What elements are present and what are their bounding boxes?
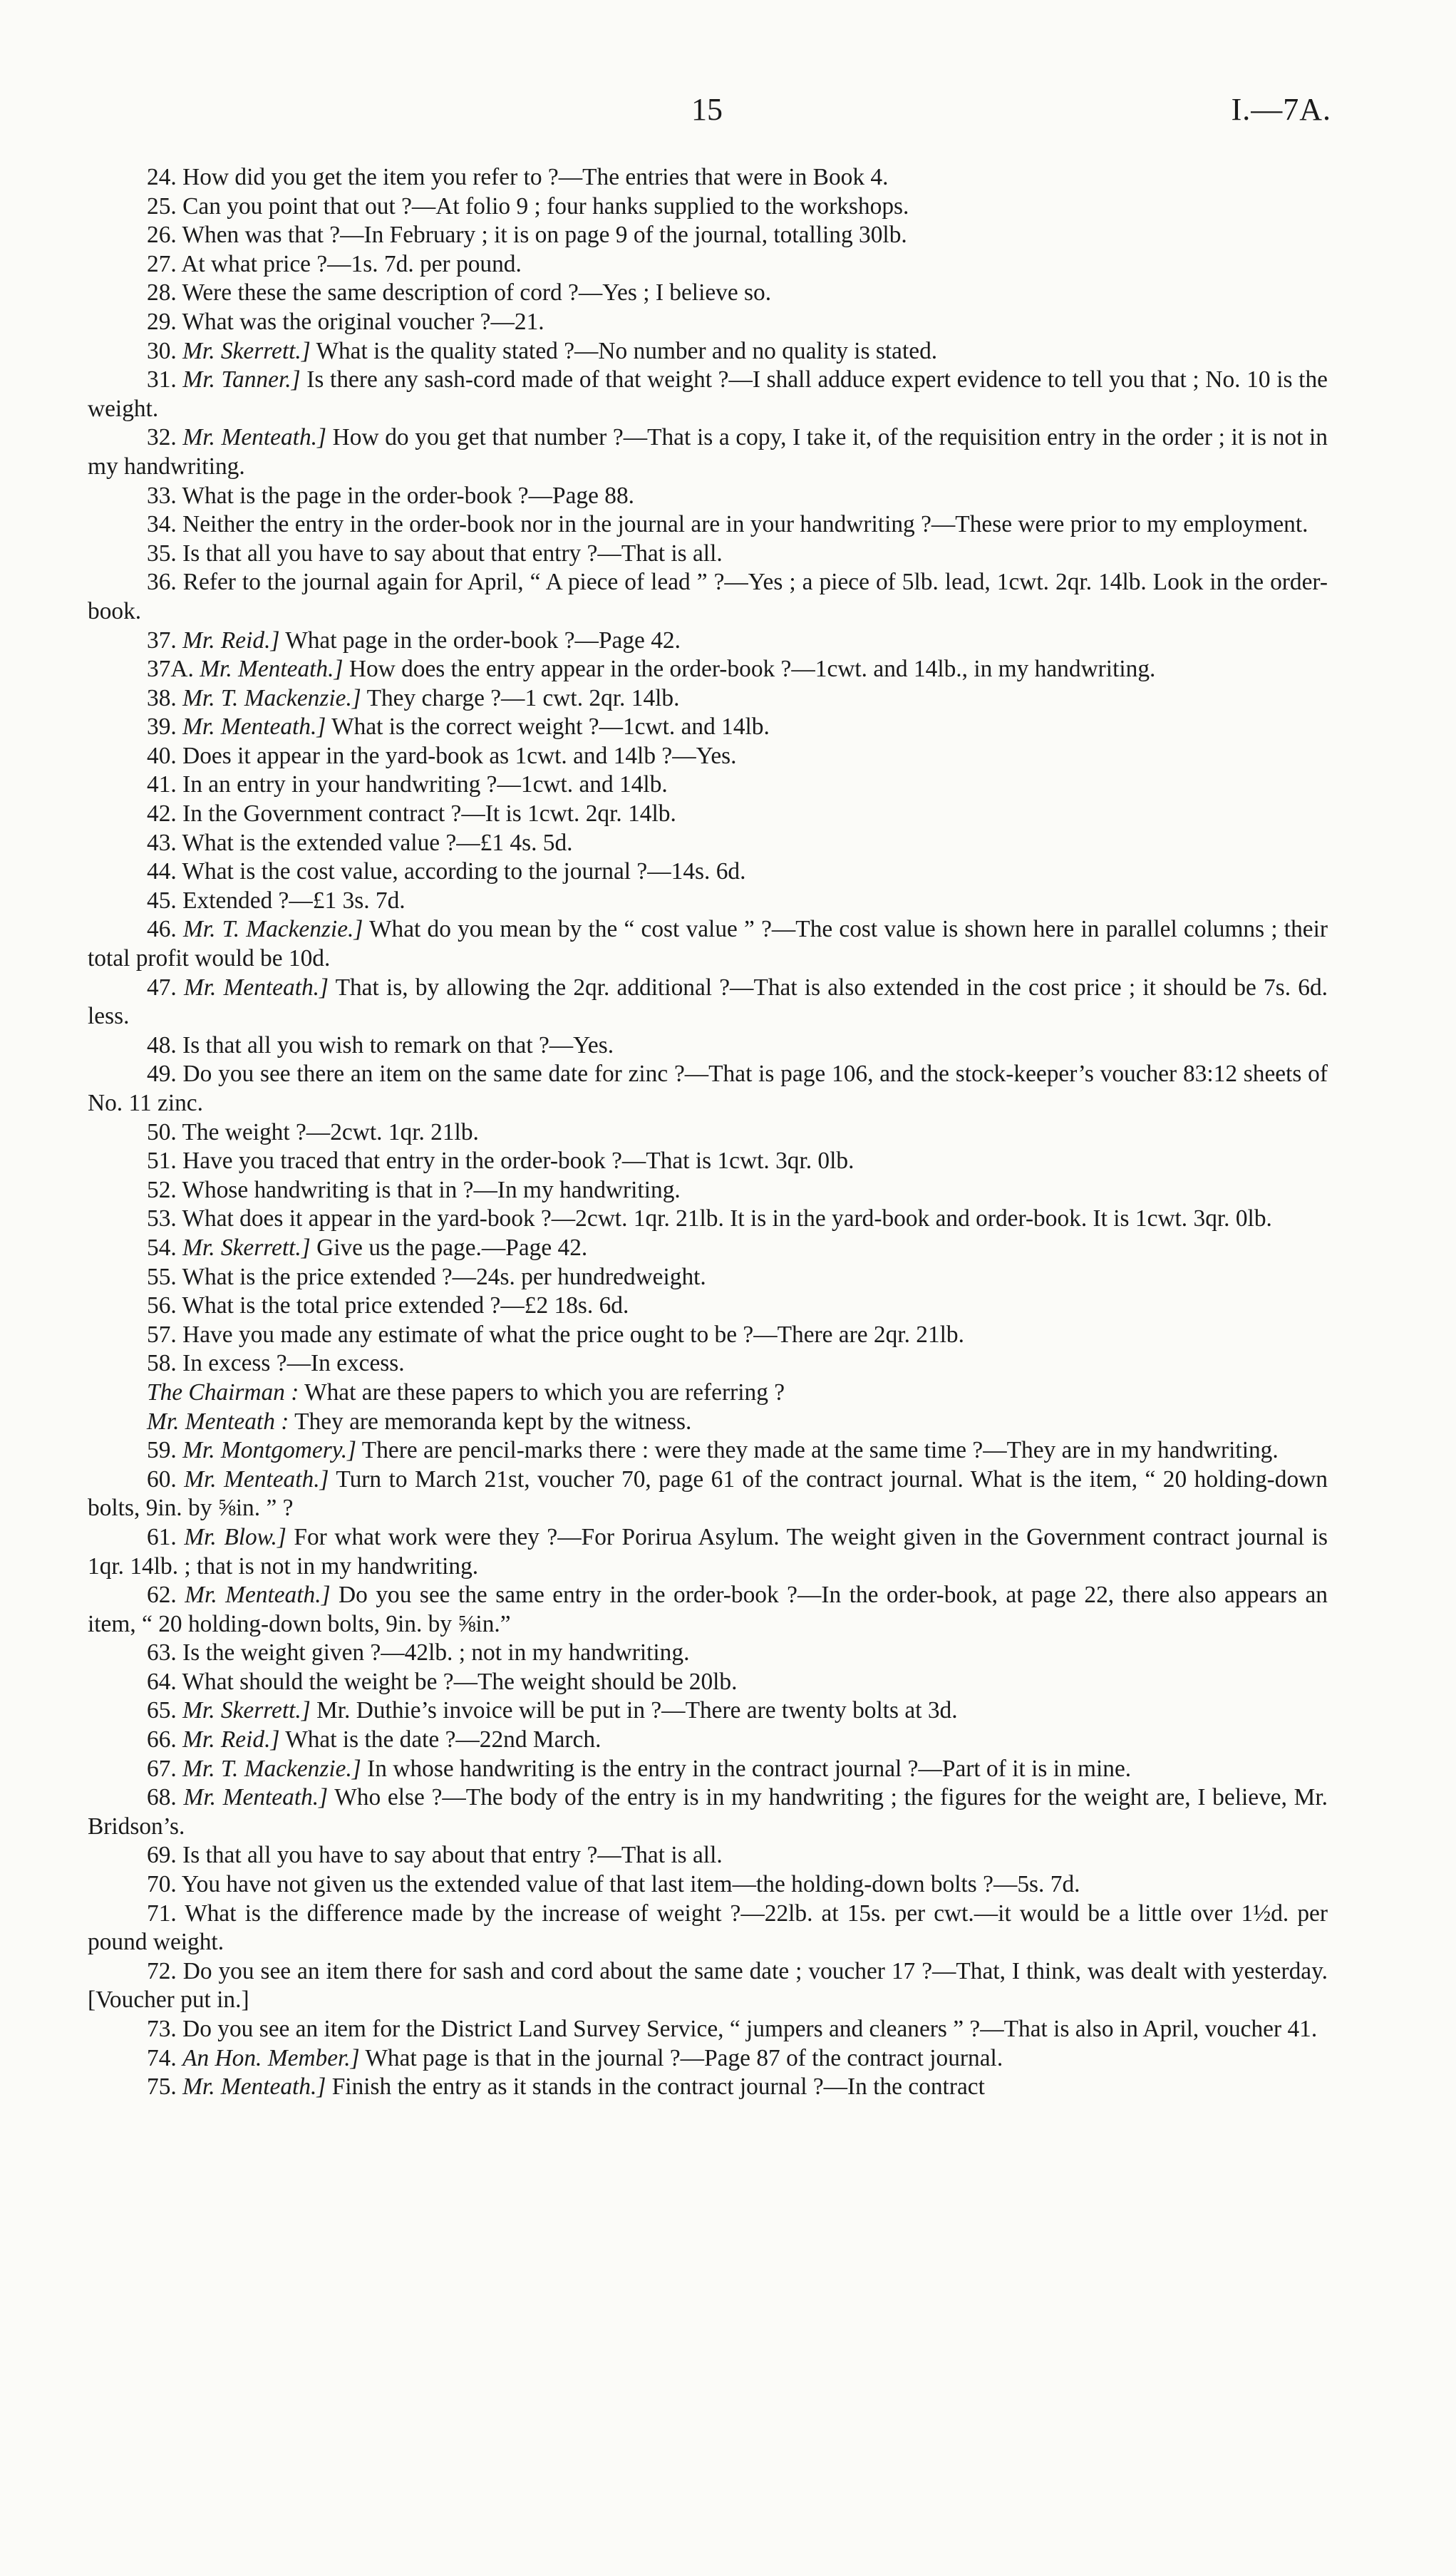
question-entry <box>88 1263 1328 1292</box>
question-entry <box>88 1176 1328 1205</box>
question-entry <box>88 1436 1328 1465</box>
entry-text: In excess ?—In excess. <box>182 1350 405 1377</box>
entry-text: What is the cost value, according to the journal ?—14s. 6d. <box>182 858 746 885</box>
entry-text: Whose handwriting is that in ?—In my handwriting. <box>182 1176 681 1203</box>
entry-text: That is, by allowing the 2qr. additional ?—That is also extended in the cost price ; it should be 7s. 6d. less. <box>88 974 1328 1030</box>
question-entry <box>88 1379 1328 1408</box>
question-number: 31. <box>147 366 177 393</box>
question-number: 53. <box>147 1205 177 1232</box>
evidence-transcript <box>88 163 1328 2102</box>
entry-text: In whose handwriting is the entry in the contract journal ?—Part of it is in mine. <box>367 1755 1132 1782</box>
question-entry <box>88 800 1328 829</box>
question-entry <box>88 1639 1328 1668</box>
entry-text: What page in the order-book ?—Page 42. <box>285 627 681 654</box>
page-number: 15 <box>691 92 723 127</box>
question-number: 32. <box>147 424 177 451</box>
question-number: 60. <box>147 1465 177 1493</box>
question-entry <box>88 2044 1328 2073</box>
question-entry <box>88 655 1328 684</box>
question-number: 28. <box>147 279 177 306</box>
entry-text: How did you get the item you refer to ?—The entries that were in Book 4. <box>182 164 889 190</box>
question-entry <box>88 1349 1328 1379</box>
question-entry <box>88 1523 1328 1581</box>
entry-text: Have you made any estimate of what the price ought to be ?—There are 2qr. 21lb. <box>182 1321 964 1348</box>
entry-text: Finish the entry as it stands in the contract journal ?—In the contract <box>331 2073 985 2101</box>
question-number: 46. <box>147 916 177 943</box>
question-entry <box>88 1755 1328 1784</box>
question-number: 56. <box>147 1292 177 1319</box>
question-entry <box>88 423 1328 481</box>
entry-text: Extended ?—£1 3s. 7d. <box>182 887 406 914</box>
entry-text: Who else ?—The body of the entry is in my handwriting ; the figures for the weight are, I believe, Mr. Bridson’s. <box>88 1784 1328 1840</box>
question-number: 29. <box>147 308 177 335</box>
question-number: 33. <box>147 482 177 509</box>
entry-text: What should the weight be ?—The weight should be 20lb. <box>182 1668 738 1695</box>
question-entry <box>88 829 1328 858</box>
entry-text: The weight ?—2cwt. 1qr. 21lb. <box>182 1118 479 1145</box>
question-entry <box>88 1465 1328 1523</box>
question-number: 66. <box>147 1726 177 1753</box>
question-number: 42. <box>147 800 177 828</box>
question-entry <box>88 192 1328 222</box>
question-entry <box>88 1234 1328 1263</box>
question-number: 37. <box>147 627 177 654</box>
entry-text: What do you mean by the “ cost value ” ?—The cost value is shown here in parallel columns ; their total profit would be 10d. <box>88 916 1328 972</box>
entry-text: Turn to March 21st, voucher 70, page 61 of the contract journal. What is the item, “ 20 holding-down bolts, 9in. by ⅝in. ” ? <box>88 1465 1328 1522</box>
question-number: 75. <box>147 2073 177 2101</box>
speaker-name: Mr. Menteath.] <box>185 1582 331 1609</box>
question-number: 43. <box>147 829 177 856</box>
question-entry <box>88 1118 1328 1148</box>
question-number: 54. <box>147 1234 177 1261</box>
entry-text: What is the total price extended ?—£2 18s. 6d. <box>182 1292 629 1319</box>
question-number: 59. <box>147 1437 177 1464</box>
question-entry <box>88 1205 1328 1234</box>
speaker-name: Mr. Menteath.] <box>182 713 326 741</box>
speaker-name: Mr. Skerrett.] <box>182 1234 311 1261</box>
speaker-name: Mr. Blow.] <box>184 1523 286 1550</box>
question-entry <box>88 713 1328 742</box>
question-number: 67. <box>147 1755 177 1782</box>
entry-text: They are memoranda kept by the witness. <box>294 1408 692 1435</box>
entry-text: What does it appear in the yard-book ?—2cwt. 1qr. 21lb. It is in the yard-book and order-book. It is 1cwt. 3qr. 0lb. <box>182 1205 1272 1232</box>
question-number: 35. <box>147 540 177 567</box>
entry-text: What is the price extended ?—24s. per hundredweight. <box>182 1263 706 1290</box>
question-entry <box>88 1726 1328 1755</box>
speaker-name: An Hon. Member.] <box>182 2044 360 2071</box>
entry-text: Do you see there an item on the same date for zinc ?—That is page 106, and the stock-keeper’s voucher 83:12 sheets of No. 11 zinc. <box>88 1061 1328 1116</box>
document-reference: I.—7A. <box>1231 92 1331 127</box>
question-entry <box>88 1696 1328 1726</box>
question-number: 34. <box>147 511 177 538</box>
entry-text: Is that all you have to say about that entry ?—That is all. <box>182 1842 723 1869</box>
entry-text: There are pencil-marks there : were they made at the same time ?—They are in my handwriting. <box>361 1437 1279 1464</box>
question-number: 65. <box>147 1697 177 1724</box>
question-entry <box>88 221 1328 250</box>
question-number: 72. <box>147 1957 177 1984</box>
entry-text: Were these the same description of cord ?—Yes ; I believe so. <box>182 279 772 306</box>
question-number: 61. <box>147 1523 177 1550</box>
question-number: 68. <box>147 1784 177 1811</box>
entry-text: Refer to the journal again for April, “ A piece of lead ” ?—Yes ; a piece of 5lb. lead, 1cwt. 2qr. 14lb. Look in the order-book. <box>88 569 1328 624</box>
question-entry <box>88 163 1328 192</box>
speaker-name: Mr. Menteath.] <box>183 974 329 1001</box>
question-entry <box>88 366 1328 423</box>
question-number: 27. <box>147 250 177 277</box>
question-number: 38. <box>147 684 177 711</box>
question-number: 24. <box>147 164 177 190</box>
question-entry <box>88 482 1328 511</box>
speaker-name: Mr. Montgomery.] <box>182 1437 357 1464</box>
question-entry <box>88 2015 1328 2044</box>
speaker-name: Mr. Skerrett.] <box>182 337 311 364</box>
entry-text: Give us the page.—Page 42. <box>316 1234 588 1261</box>
entry-text: They charge ?—1 cwt. 2qr. 14lb. <box>366 684 680 711</box>
speaker-name: Mr. Menteath.] <box>200 656 344 683</box>
entry-text: Is that all you wish to remark on that ?—Yes. <box>182 1031 614 1058</box>
question-entry <box>88 1031 1328 1061</box>
question-number: 39. <box>147 713 177 741</box>
entry-text: What is the date ?—22nd March. <box>285 1726 601 1753</box>
entry-text: For what work were they ?—For Porirua Asylum. The weight given in the Government contract journal is 1qr. 14lb. ; that is not in my handwriting. <box>88 1523 1328 1580</box>
question-number: 30. <box>147 337 177 364</box>
question-entry <box>88 337 1328 366</box>
question-entry <box>88 1668 1328 1697</box>
entry-text: Have you traced that entry in the order-book ?—That is 1cwt. 3qr. 0lb. <box>182 1148 855 1175</box>
entry-text: Do you see an item for the District Land Survey Service, “ jumpers and cleaners ” ?—That is also in April, voucher 41. <box>182 2016 1318 2042</box>
speaker-name: Mr. T. Mackenzie.] <box>182 916 363 943</box>
question-number: 40. <box>147 742 177 769</box>
question-entry <box>88 568 1328 626</box>
question-entry <box>88 510 1328 540</box>
question-entry <box>88 308 1328 337</box>
question-number: 62. <box>147 1582 177 1609</box>
question-number: 36. <box>147 569 177 596</box>
entry-text: Neither the entry in the order-book nor in the journal are in your handwriting ?—These were prior to my employment. <box>182 511 1308 538</box>
entry-text: Is there any sash-cord made of that weight ?—I shall adduce expert evidence to tell you that ; No. 10 is the weight. <box>88 366 1328 422</box>
question-number: 48. <box>147 1031 177 1058</box>
entry-text: How do you get that number ?—That is a copy, I take it, of the requisition entry in the order ; it is not in my handwriting. <box>88 424 1328 480</box>
entry-text: Is that all you have to say about that entry ?—That is all. <box>182 540 723 567</box>
question-entry <box>88 1321 1328 1350</box>
entry-text: What is the correct weight ?—1cwt. and 14lb. <box>331 713 770 741</box>
question-entry <box>88 1900 1328 1957</box>
question-entry <box>88 1783 1328 1841</box>
question-number: 49. <box>147 1061 177 1088</box>
question-entry <box>88 1408 1328 1437</box>
speaker-name: Mr. Tanner.] <box>182 366 301 393</box>
question-entry <box>88 2073 1328 2102</box>
question-entry <box>88 684 1328 713</box>
speaker-name: Mr. Menteath.] <box>184 1465 329 1493</box>
question-number: 37A. <box>147 656 194 683</box>
entry-text: What was the original voucher ?—21. <box>182 308 544 335</box>
question-number: 63. <box>147 1639 177 1666</box>
question-number: 26. <box>147 222 177 249</box>
entry-text: Do you see an item there for sash and cord about the same date ; voucher 17 ?—That, I think, was dealt with yesterday. [Voucher put in.] <box>88 1957 1328 2014</box>
question-number: 41. <box>147 771 177 798</box>
question-entry <box>88 1292 1328 1321</box>
entry-text: How does the entry appear in the order-book ?—1cwt. and 14lb., in my handwriting. <box>348 656 1156 683</box>
question-entry <box>88 1870 1328 1900</box>
question-number: 64. <box>147 1668 177 1695</box>
entry-text: When was that ?—In February ; it is on page 9 of the journal, totalling 30lb. <box>182 222 907 249</box>
question-number: 47. <box>147 974 177 1001</box>
entry-text: Can you point that out ?—At folio 9 ; four hanks supplied to the workshops. <box>182 192 909 220</box>
entry-text: In an entry in your handwriting ?—1cwt. and 14lb. <box>182 771 668 798</box>
question-number: 74. <box>147 2044 177 2071</box>
question-number: 50. <box>147 1118 177 1145</box>
entry-text: What are these papers to which you are referring ? <box>304 1379 785 1406</box>
speaker-name: Mr. Menteath.] <box>183 1784 329 1811</box>
speaker-name: Mr. Skerrett.] <box>182 1697 311 1724</box>
question-number: 70. <box>147 1871 177 1898</box>
question-entry <box>88 742 1328 771</box>
speaker-name: Mr. Menteath.] <box>182 2073 326 2101</box>
question-entry <box>88 974 1328 1031</box>
entry-text: You have not given us the extended value of that last item—the holding-down bolts ?—5s. 7d. <box>181 1871 1080 1898</box>
question-number: 58. <box>147 1350 177 1377</box>
speaker-name: Mr. Reid.] <box>182 1726 280 1753</box>
entry-text: Mr. Duthie’s invoice will be put in ?—There are twenty bolts at 3d. <box>316 1697 958 1724</box>
question-entry <box>88 1147 1328 1176</box>
entry-text: What is the page in the order-book ?—Page 88. <box>182 482 634 509</box>
entry-text: What is the extended value ?—£1 4s. 5d. <box>182 829 573 856</box>
question-entry <box>88 1581 1328 1639</box>
question-number: 73. <box>147 2016 177 2042</box>
speaker-name: Mr. T. Mackenzie.] <box>182 1755 361 1782</box>
speaker-name: Mr. Menteath : <box>147 1408 289 1435</box>
question-entry <box>88 250 1328 279</box>
entry-text: What page is that in the journal ?—Page 87 of the contract journal. <box>365 2044 1003 2071</box>
question-entry <box>88 1841 1328 1870</box>
question-entry <box>88 915 1328 973</box>
entry-text: Is the weight given ?—42lb. ; not in my handwriting. <box>182 1639 690 1666</box>
speaker-name: Mr. Menteath.] <box>182 424 326 451</box>
question-number: 57. <box>147 1321 177 1348</box>
question-number: 45. <box>147 887 177 914</box>
entry-text: In the Government contract ?—It is 1cwt. 2qr. 14lb. <box>182 800 676 828</box>
question-entry <box>88 857 1328 887</box>
speaker-name: Mr. Reid.] <box>182 627 280 654</box>
page-header <box>0 91 1456 134</box>
question-entry <box>88 279 1328 308</box>
question-number: 44. <box>147 858 177 885</box>
entry-text: What is the difference made by the increase of weight ?—22lb. at 15s. per cwt.—it would be a little over 1½d. per pound weight. <box>88 1900 1328 1956</box>
question-number: 55. <box>147 1263 177 1290</box>
question-number: 51. <box>147 1148 177 1175</box>
entry-text: Do you see the same entry in the order-book ?—In the order-book, at page 22, there also appears an item, “ 20 holding-down bolts, 9in. by ⅝in.” <box>88 1582 1328 1637</box>
entry-text: What is the quality stated ?—No number and no quality is stated. <box>316 337 938 364</box>
question-entry <box>88 540 1328 569</box>
question-number: 25. <box>147 192 177 220</box>
question-number: 71. <box>147 1900 177 1927</box>
question-entry <box>88 1957 1328 2015</box>
question-entry <box>88 627 1328 656</box>
question-number: 52. <box>147 1176 177 1203</box>
speaker-name: Mr. T. Mackenzie.] <box>182 684 361 711</box>
question-entry <box>88 1060 1328 1118</box>
entry-text: At what price ?—1s. 7d. per pound. <box>181 250 522 277</box>
question-number: 69. <box>147 1842 177 1869</box>
question-entry <box>88 771 1328 800</box>
speaker-name: The Chairman : <box>147 1379 299 1406</box>
question-entry <box>88 887 1328 916</box>
entry-text: Does it appear in the yard-book as 1cwt. and 14lb ?—Yes. <box>182 742 737 769</box>
